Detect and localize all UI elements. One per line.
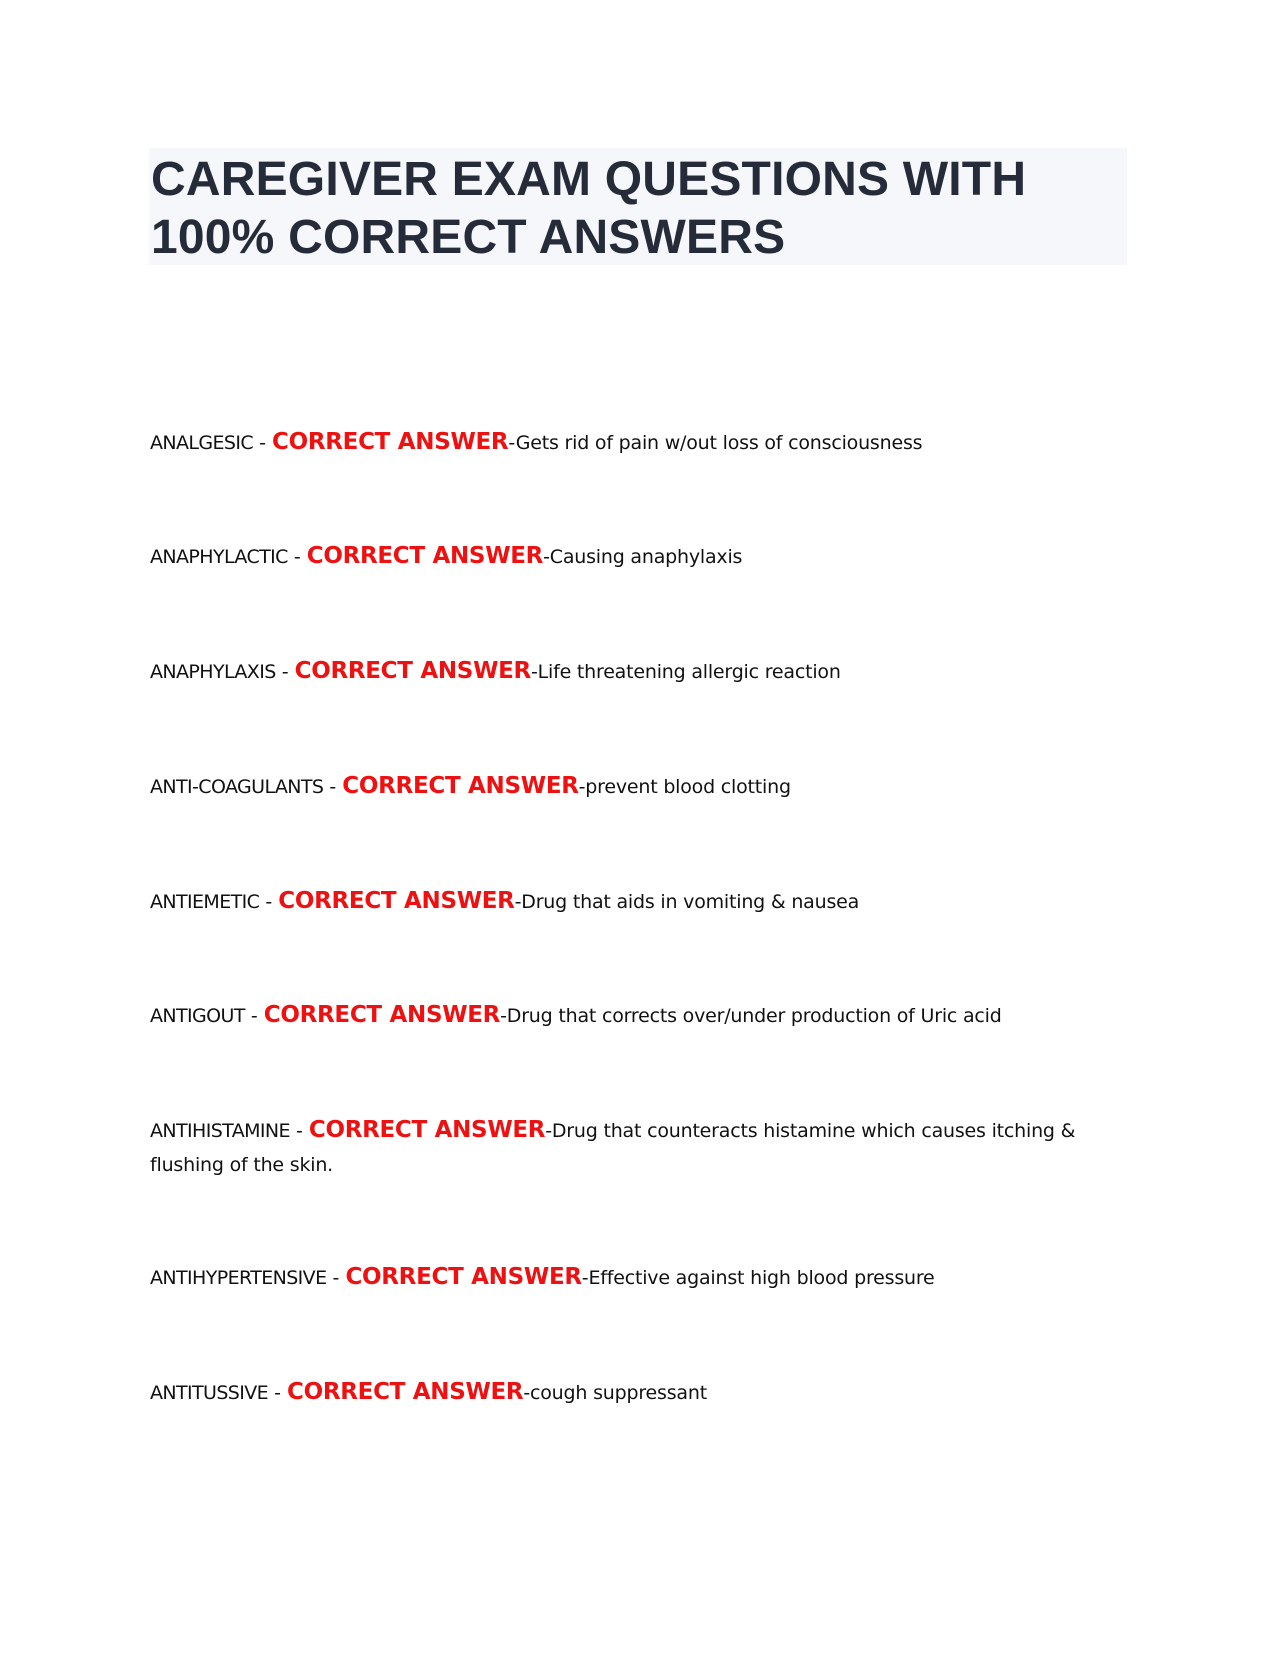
entry-definition: -Causing anaphylaxis (543, 546, 743, 568)
entry-separator: - (259, 891, 279, 913)
qa-entry (150, 425, 1090, 460)
entry-term: ANTI-COAGULANTS (150, 776, 324, 798)
entry-separator: - (275, 661, 295, 683)
entry-definition: -prevent blood clotting (578, 776, 791, 798)
qa-entry (150, 769, 1090, 804)
title-line-1: CAREGIVER EXAM QUESTIONS WITH (151, 153, 1027, 206)
entry-definition: -Drug that corrects over/under production of Uric acid (500, 1005, 1002, 1027)
correct-answer-marker: CORRECT ANSWER (342, 773, 579, 799)
entry-definition: -Life threatening allergic reaction (530, 661, 841, 683)
entry-definition: -cough suppressant (523, 1382, 707, 1404)
correct-answer-marker: CORRECT ANSWER (272, 429, 509, 455)
entry-definition: -Effective against high blood pressure (581, 1267, 935, 1289)
qa-entry (150, 1260, 1090, 1295)
entry-separator: - (326, 1267, 346, 1289)
correct-answer-marker: CORRECT ANSWER (263, 1002, 501, 1028)
qa-entry (150, 884, 1090, 919)
entry-term: ANAPHYLAXIS (150, 661, 276, 683)
correct-answer-marker: CORRECT ANSWER (294, 658, 531, 684)
qa-entry (150, 539, 1090, 574)
entry-separator: - (253, 432, 272, 454)
entry-term: ANTIHISTAMINE (150, 1120, 290, 1142)
entry-definition: -Drug that counteracts histamine which causes itching & flushing of the skin. (150, 1120, 1076, 1176)
entry-term: ANTIHYPERTENSIVE (150, 1267, 327, 1289)
entry-term: ANALGESIC (150, 432, 254, 454)
correct-answer-marker: CORRECT ANSWER (287, 1379, 524, 1405)
correct-answer-marker: CORRECT ANSWER (278, 888, 515, 914)
entry-definition: -Gets rid of pain w/out loss of consciousness (508, 432, 923, 454)
entry-separator: - (287, 546, 307, 568)
correct-answer-marker: CORRECT ANSWER (306, 543, 544, 569)
qa-entry (150, 1375, 1090, 1410)
entry-term: ANTITUSSIVE (150, 1382, 269, 1404)
entry-separator: - (289, 1120, 309, 1142)
correct-answer-marker: CORRECT ANSWER (308, 1117, 546, 1143)
correct-answer-marker: CORRECT ANSWER (345, 1264, 582, 1290)
entry-definition: -Drug that aids in vomiting & nausea (514, 891, 860, 913)
entry-separator: - (244, 1005, 264, 1027)
title-line-2: 100% CORRECT ANSWERS (151, 211, 786, 264)
qa-entry (150, 654, 1090, 689)
document-title (149, 148, 1127, 265)
entry-separator: - (323, 776, 343, 798)
entry-separator: - (268, 1382, 287, 1404)
entry-term: ANAPHYLACTIC (150, 546, 288, 568)
qa-entry (150, 998, 1090, 1033)
entry-term: ANTIGOUT (150, 1005, 245, 1027)
entry-term: ANTIEMETIC (150, 891, 260, 913)
qa-entry (150, 1113, 1080, 1182)
